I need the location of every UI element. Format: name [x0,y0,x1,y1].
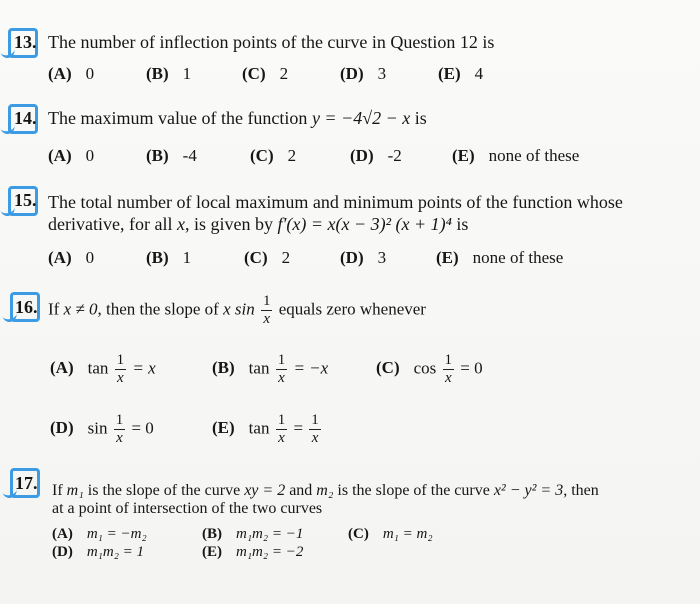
option-b: (B) m₁m₂ = −1 [202,526,304,542]
option-b: (B) tan $\frac{1}{x}$ = −x [212,352,329,386]
question-text: The maximum value of the function y = −4√2 − x is [48,108,427,128]
option-d: (D) -2 [350,146,402,165]
option-c: (C) cos $\frac{1}{x}$ = 0 [376,352,483,386]
option-c: (C) 2 [244,248,291,267]
question-text-line-2: at a point of intersection of the two curves [52,500,323,517]
option-d: (D) 3 [340,248,387,267]
fraction: $\frac{1}{x}$ [262,293,271,327]
option-b: (B) -4 [146,146,197,165]
option-e: (E) none of these [436,248,564,267]
function-expression: y = −4√2 − x [311,108,411,128]
question-number: 16. [15,297,38,317]
option-a: (A) 0 [48,248,95,267]
option-c: (C) 2 [242,64,289,83]
question-number: 17. [15,473,38,493]
question-text-line-1: If m₁ is the slope of the curve xy = 2 and m₂ is the slope of the curve x² − y² = 3, then [52,482,599,499]
question-text-line-2: derivative, for all x, is given by f′(x) = x(x − 3)² (x + 1)⁴ is [48,214,469,234]
option-c: (C) 2 [250,146,297,165]
question-text-line-1: The total number of local maximum and minimum points of the function whose [48,192,623,212]
option-c: (C) m₁ = m₂ [348,526,433,542]
option-d: (D) sin $\frac{1}{x}$ = 0 [50,412,154,446]
option-e: (E) 4 [438,64,484,83]
option-d: (D) 3 [340,64,387,83]
option-b: (B) 1 [146,248,192,267]
question-number: 13. [14,32,37,52]
option-b: (B) 1 [146,64,192,83]
option-e: (E) m₁m₂ = −2 [202,544,304,560]
question-text: If x ≠ 0, then the slope of x sin $\frac{1}{x}$ equals zero whenever [48,293,426,327]
derivative-expression: f′(x) = x(x − 3)² (x + 1)⁴ [277,214,452,234]
option-a: (A) tan $\frac{1}{x}$ = x [50,352,156,386]
question-number: 15. [14,190,37,210]
question-text: The number of inflection points of the curve in Question 12 is [48,32,495,52]
option-e: (E) tan $\frac{1}{x}$ = $\frac{1}{x}$ [212,412,319,446]
option-a: (A) 0 [48,146,95,165]
question-number: 14. [14,108,37,128]
option-a: (A) 0 [48,64,95,83]
option-e: (E) none of these [452,146,580,165]
option-d: (D) m₁m₂ = 1 [52,544,145,560]
option-a: (A) m₁ = −m₂ [52,526,147,542]
